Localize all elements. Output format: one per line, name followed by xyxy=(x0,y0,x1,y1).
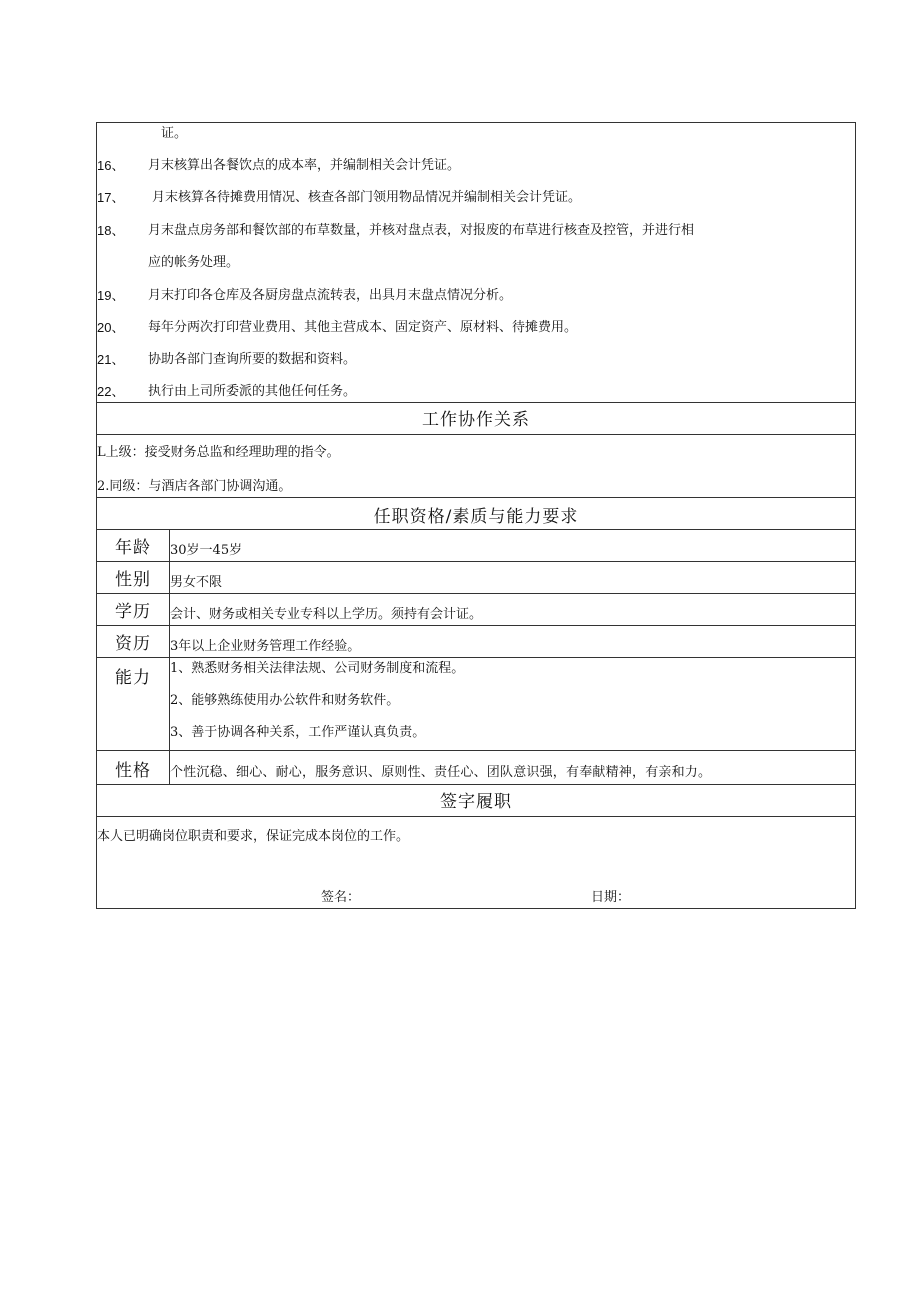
table-divider xyxy=(97,816,855,817)
row-value: 个性沉稳、细心、耐心，服务意识、原则性、责任心、团队意识强，有奉献精神，有亲和力。 xyxy=(170,765,712,780)
row-label: 性格 xyxy=(115,761,151,781)
table-divider xyxy=(97,561,855,562)
row-label: 能力 xyxy=(115,668,151,688)
table-divider xyxy=(97,750,855,751)
row-value: 30岁一45岁 xyxy=(170,543,243,558)
row-value: 男女不限 xyxy=(170,575,223,590)
duty-text: 每年分两次打印营业费用、其他主营成本、固定资产、原材料、待摊费用。 xyxy=(148,320,578,335)
table-divider xyxy=(97,784,855,785)
row-value: 3年以上企业财务管理工作经验。 xyxy=(170,639,361,654)
qualification-title: 任职资格/素质与能力要求 xyxy=(373,507,579,527)
table-divider xyxy=(97,402,855,403)
table-divider xyxy=(97,593,855,594)
label-column-divider xyxy=(169,529,170,784)
row-label: 学历 xyxy=(115,602,151,622)
table-divider xyxy=(97,529,855,530)
duty-text: 协助各部门查询所要的数据和资料。 xyxy=(148,352,357,367)
duty-text: 月末核算出各餐饮点的成本率，并编制相关会计凭证。 xyxy=(148,158,461,173)
duty-text-continued: 应的帐务处理。 xyxy=(148,255,240,270)
duty-continuation: 证。 xyxy=(161,126,188,141)
sign-label: 签名： xyxy=(321,890,361,905)
row-value: 2、能够熟练使用办公软件和财务软件。 xyxy=(170,693,400,708)
duty-number: 22、 xyxy=(97,384,125,399)
duty-text: 月末打印各仓库及各厨房盘点流转表，出具月末盘点情况分析。 xyxy=(148,288,513,303)
duty-number: 16、 xyxy=(97,158,125,173)
cooperation-title: 工作协作关系 xyxy=(422,410,530,430)
duty-text: 月末核算各待摊费用情况、核查各部门领用物品情况并编制相关会计凭证。 xyxy=(152,190,582,205)
row-value: 3、善于协调各种关系，工作严谨认真负责。 xyxy=(170,725,426,740)
row-value: 1、熟悉财务相关法律法规、公司财务制度和流程。 xyxy=(170,661,465,676)
cooperation-superior: L上级：接受财务总监和经理助理的指令。 xyxy=(97,445,340,460)
duty-text: 月末盘点房务部和餐饮部的布草数量，并核对盘点表，对报废的布草进行核查及控管，并进行相 xyxy=(148,223,695,238)
duty-number: 21、 xyxy=(97,352,125,367)
table-divider xyxy=(97,434,855,435)
job-description-table xyxy=(96,122,856,909)
cooperation-peer: 2.同级：与酒店各部门协调沟通。 xyxy=(97,479,292,494)
duty-number: 18、 xyxy=(97,223,125,238)
table-divider xyxy=(97,625,855,626)
signature-statement: 本人已明确岗位职责和要求，保证完成本岗位的工作。 xyxy=(97,829,410,844)
row-label: 资历 xyxy=(115,634,151,654)
table-divider xyxy=(97,497,855,498)
row-label: 年龄 xyxy=(115,538,151,558)
duty-text: 执行由上司所委派的其他任何任务。 xyxy=(148,384,357,399)
signature-title: 签字履职 xyxy=(440,792,512,812)
duty-number: 17、 xyxy=(97,190,125,205)
date-label: 日期： xyxy=(591,890,631,905)
duty-number: 20、 xyxy=(97,320,125,335)
table-divider xyxy=(97,657,855,658)
duty-number: 19、 xyxy=(97,288,125,303)
row-label: 性别 xyxy=(115,570,151,590)
row-value: 会计、财务或相关专业专科以上学历。须持有会计证。 xyxy=(170,607,483,622)
